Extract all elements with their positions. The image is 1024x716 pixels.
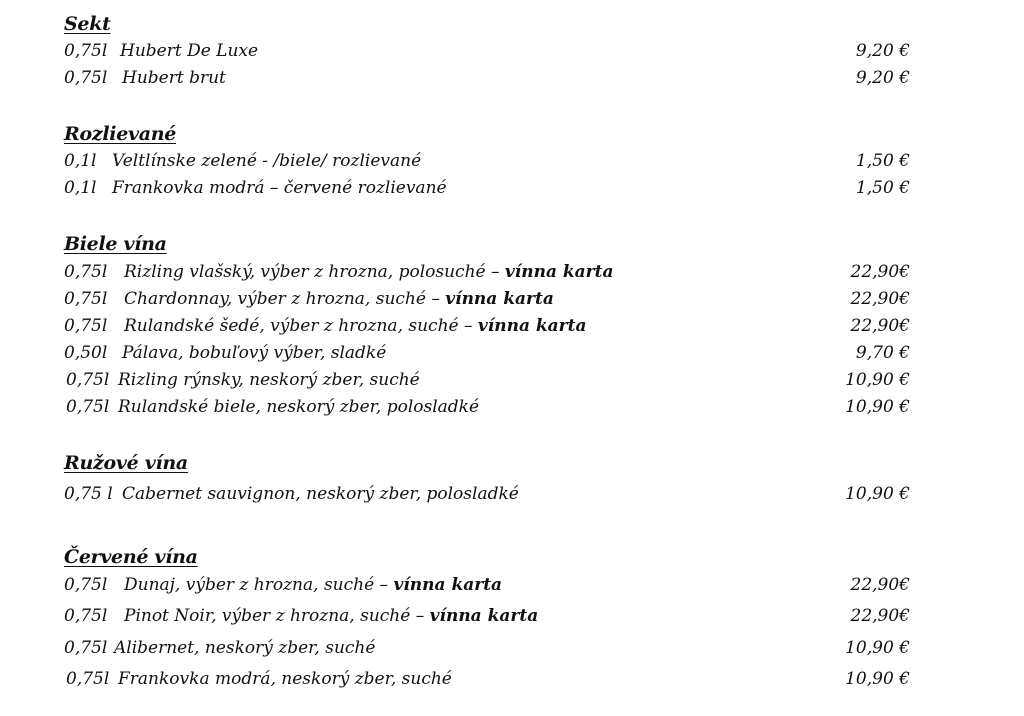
item-note: vínna karta [429,606,539,626]
list-item [0,575,1024,599]
list-item [0,606,1024,630]
item-name-text: Hubert De Luxe [120,41,259,61]
item-volume: 0,75l [64,68,108,88]
item-name [124,262,614,282]
item-name [122,484,519,504]
list-item [0,68,1024,92]
item-name-text: Veltlínske zelené - /biele/ rozlievané [112,151,422,171]
list-item [0,669,1024,693]
item-volume: 0,75l [64,638,108,658]
item-price: 10,90 € [845,397,910,417]
item-volume: 0,75 l [64,484,113,504]
list-item [0,397,1024,421]
item-price: 1,50 € [855,151,910,171]
item-price: 22,90€ [850,606,910,626]
item-name [118,397,479,417]
item-name-text: Frankovka modrá – červené rozlievané [112,178,447,198]
item-note: vínna karta [504,262,614,282]
item-volume: 0,1l [64,151,97,171]
item-name-text: Alibernet, neskorý zber, suché [114,638,376,658]
item-name [120,41,258,61]
item-volume: 0,75l [64,289,108,309]
item-price: 9,20 € [855,41,910,61]
item-name-text: Frankovka modrá, neskorý zber, suché [118,669,452,689]
item-name [122,343,386,363]
item-name [124,316,587,336]
item-price: 10,90 € [845,638,910,658]
item-price: 9,20 € [855,68,910,88]
item-price: 1,50 € [855,178,910,198]
item-name-text: Pálava, bobuľový výber, sladké [122,343,387,363]
list-item [0,316,1024,340]
item-name [118,370,420,390]
list-item [0,41,1024,65]
item-name [112,178,447,198]
item-price: 10,90 € [845,484,910,504]
item-volume: 0,75l [64,262,108,282]
item-volume: 0,75l [66,397,110,417]
item-note: vínna karta [393,575,503,595]
section-title-biele-vina: Biele vína [64,233,167,255]
section-title-rozlievane: Rozlievané [64,123,177,145]
item-price: 9,70 € [855,343,910,363]
list-item [0,178,1024,202]
item-name-text: Chardonnay, výber z hrozna, suché – [124,289,446,309]
item-volume: 0,75l [64,41,108,61]
item-price: 22,90€ [850,575,910,595]
list-item [0,151,1024,175]
list-item [0,262,1024,286]
item-name-text: Hubert brut [122,68,226,88]
list-item [0,343,1024,367]
item-price: 10,90 € [845,669,910,689]
section-title-sekt: Sekt [64,13,111,35]
item-name [114,638,375,658]
section-title-ruzove-vina: Ružové vína [64,452,188,474]
item-note: vínna karta [477,316,587,336]
item-name-text: Rulandské biele, neskorý zber, polosladké [118,397,480,417]
item-price: 10,90 € [845,370,910,390]
section-title-cervene-vina: Červené vína [64,546,198,568]
item-name [124,606,538,626]
item-price: 22,90€ [850,289,910,309]
item-name [124,289,554,309]
item-volume: 0,75l [66,370,110,390]
item-volume: 0,1l [64,178,97,198]
item-name [124,575,502,595]
item-name-text: Dunaj, výber z hrozna, suché – [124,575,394,595]
item-name-text: Rulandské šedé, výber z hrozna, suché – [124,316,478,336]
item-price: 22,90€ [850,316,910,336]
item-price: 22,90€ [850,262,910,282]
item-name-text: Pinot Noir, výber z hrozna, suché – [124,606,430,626]
item-name [122,68,226,88]
list-item [0,484,1024,508]
item-name [112,151,421,171]
item-volume: 0,75l [64,316,108,336]
list-item [0,289,1024,313]
item-note: vínna karta [445,289,554,309]
item-volume: 0,75l [64,575,108,595]
item-name-text: Cabernet sauvignon, neskorý zber, polosladké [122,484,519,504]
item-volume: 0,50l [64,343,108,363]
item-volume: 0,75l [64,606,108,626]
list-item [0,638,1024,662]
list-item [0,370,1024,394]
item-name [118,669,452,689]
item-name-text: Rizling rýnsky, neskorý zber, suché [118,370,420,390]
item-name-text: Rizling vlašský, výber z hrozna, polosuché – [124,262,505,282]
item-volume: 0,75l [66,669,110,689]
